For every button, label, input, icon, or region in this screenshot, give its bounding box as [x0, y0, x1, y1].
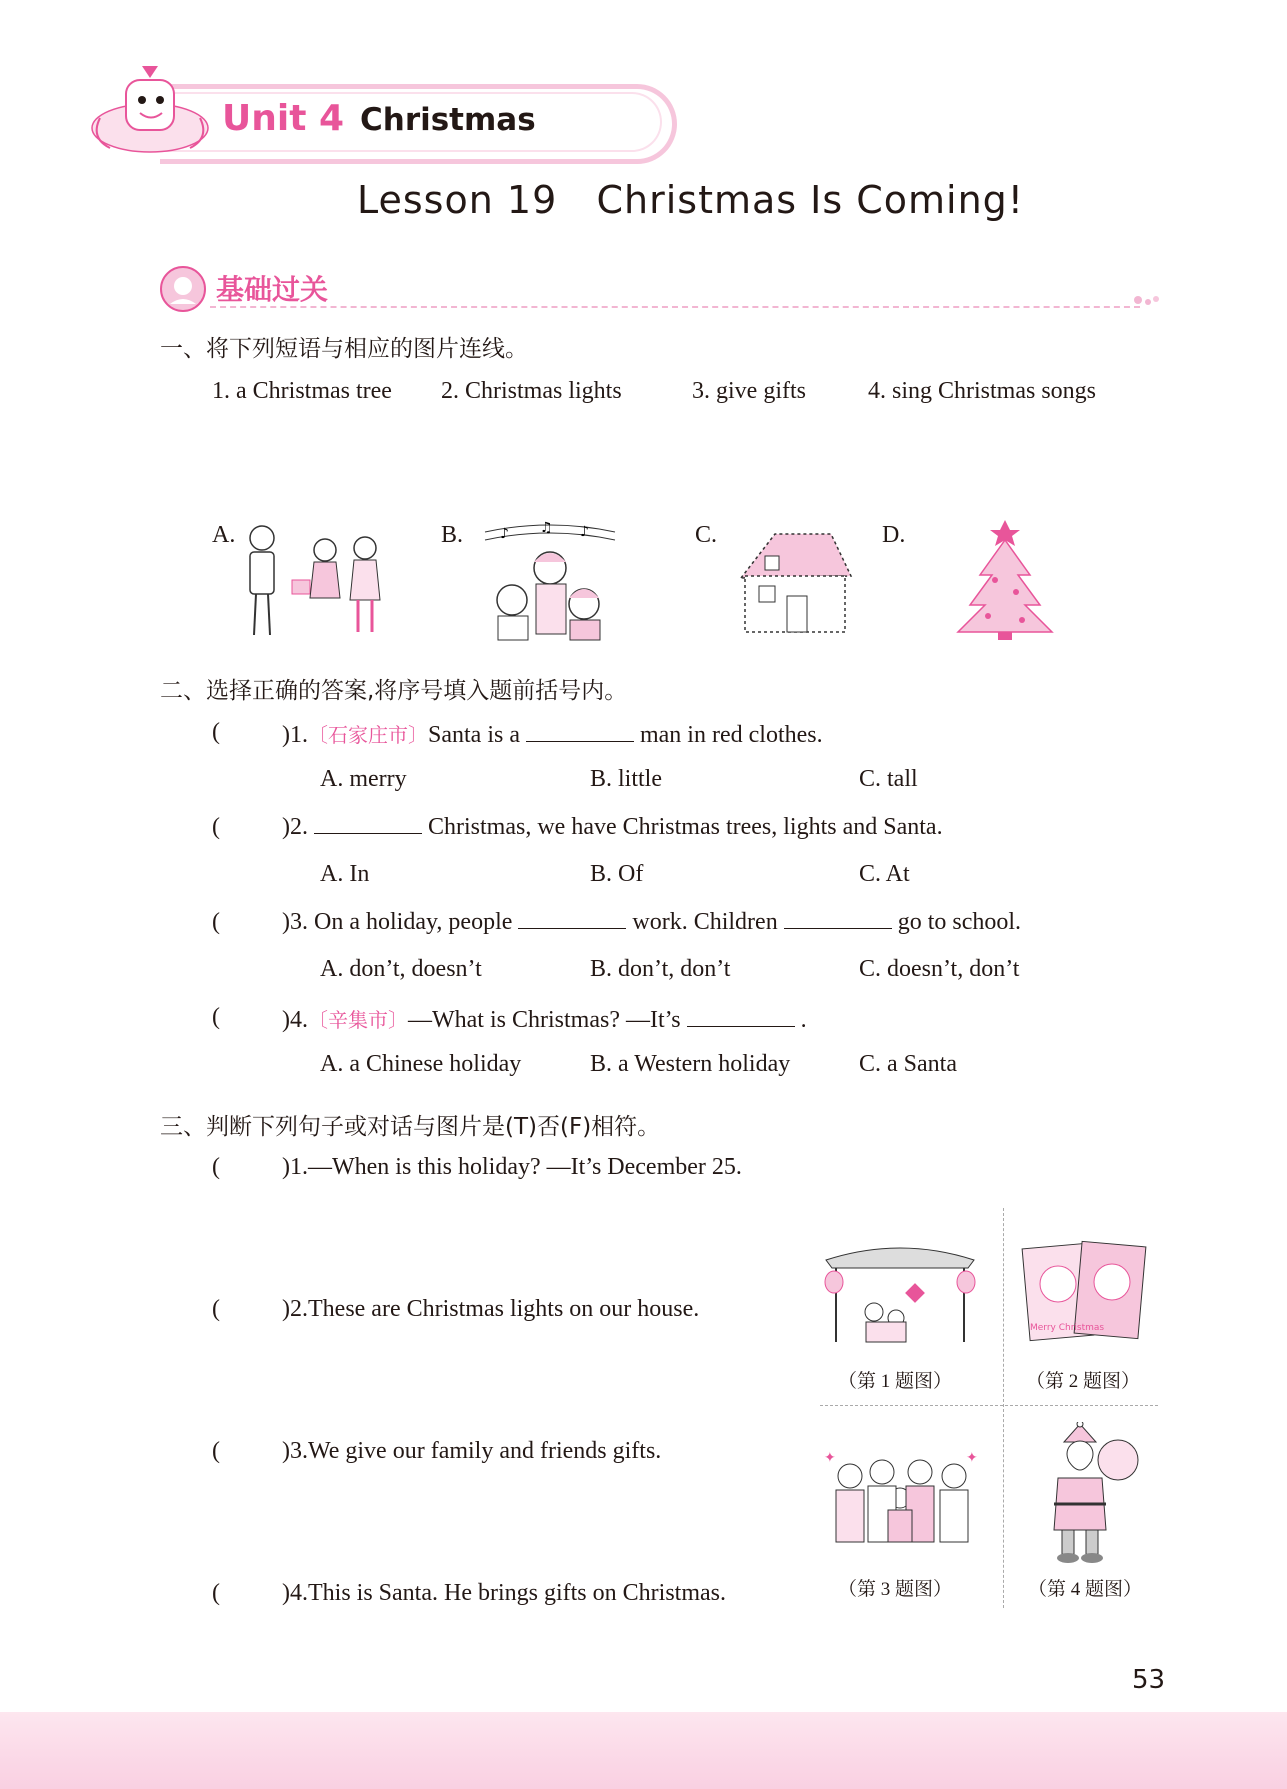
q3-caption-1: （第 1 题图）: [838, 1371, 953, 1392]
q1-phrase-3: 3. give gifts: [692, 378, 806, 404]
q3-item-3-num: )3.: [282, 1438, 308, 1464]
q2-item-1-pre: Santa is a: [428, 722, 520, 748]
q2-item-3-option-c[interactable]: C. doesn’t, don’t: [859, 956, 1020, 982]
q2-item-4-num: )4.: [282, 1007, 308, 1033]
q2-item-1-question: [282, 719, 823, 749]
q3-item-4: [282, 1580, 726, 1607]
q3-caption-4: （第 4 题图）: [1028, 1579, 1143, 1600]
kids-singing-icon: [480, 518, 620, 642]
section-badge-icon: [158, 264, 208, 314]
q3-item-2-paren: (: [212, 1296, 220, 1322]
q1-picture-label-d: D.: [882, 522, 906, 548]
q1-picture-label-a: A.: [212, 522, 236, 548]
q2-item-1-num: )1.: [282, 722, 308, 748]
christmas-tree-icon: [950, 520, 1060, 644]
q1-phrase-1: 1. a Christmas tree: [212, 378, 392, 404]
q1-picture-label-b: B.: [441, 522, 464, 548]
q3-item-1-num: )1.: [282, 1154, 308, 1180]
q2-item-1-tag: 〔石家庄市〕: [308, 725, 428, 747]
svg-text:✦: ✦: [824, 1450, 836, 1466]
q2-item-1-paren: (: [212, 719, 220, 745]
q2-item-4-option-b[interactable]: B. a Western holiday: [590, 1051, 791, 1077]
q2-item-1-option-b[interactable]: B. little: [590, 766, 662, 792]
footer-band: [0, 1712, 1287, 1789]
christmas-cards-icon: [1020, 1238, 1150, 1344]
q3-item-1: [282, 1154, 742, 1181]
q2-item-2-blank[interactable]: [314, 815, 422, 834]
q2-item-3-option-a[interactable]: A. don’t, doesn’t: [320, 956, 482, 982]
svg-text:♫: ♫: [540, 520, 553, 536]
q3-item-3-paren: (: [212, 1438, 220, 1464]
q1-phrase-4: 4. sing Christmas songs: [868, 378, 1097, 404]
q2-item-1-option-a[interactable]: A. merry: [320, 766, 407, 792]
q2-item-3-post: go to school.: [897, 909, 1022, 935]
q3-caption-2: （第 2 题图）: [1026, 1371, 1141, 1392]
house-lights-icon: [735, 526, 855, 636]
q3-item-2-num: )2.: [282, 1296, 308, 1322]
q2-item-2-paren: (: [212, 814, 220, 840]
q3-item-3: [282, 1438, 661, 1465]
q3-grid-vertical-divider: [1003, 1208, 1004, 1608]
mascot-icon: [80, 58, 220, 158]
q2-item-2-post: Christmas, we have Christmas trees, lights and Santa.: [428, 814, 943, 840]
q2-item-2-question: [282, 814, 943, 841]
section-divider: [210, 306, 1140, 308]
svg-text:♪: ♪: [580, 524, 589, 540]
q2-item-4-blank[interactable]: [687, 1008, 795, 1027]
q2-heading: 二、选择正确的答案,将序号填入题前括号内。: [160, 678, 628, 704]
q2-item-4-question: [282, 1004, 807, 1034]
q2-item-1-blank[interactable]: [526, 723, 634, 742]
q3-item-1-text: —When is this holiday? —It’s December 25.: [308, 1154, 742, 1180]
q2-item-2-option-c[interactable]: C. At: [859, 861, 910, 887]
q3-item-1-paren: (: [212, 1154, 220, 1180]
q3-heading: 三、判断下列句子或对话与图片是(T)否(F)相符。: [160, 1114, 661, 1140]
svg-text:Merry Christmas: Merry Christmas: [1030, 1323, 1105, 1333]
q2-item-1-post: man in red clothes.: [639, 722, 823, 748]
q2-item-4-option-c[interactable]: C. a Santa: [859, 1051, 957, 1077]
q2-item-4-tag: 〔辛集市〕: [308, 1010, 408, 1032]
q3-item-4-text: This is Santa. He brings gifts on Christmas.: [308, 1580, 726, 1606]
q2-item-2-num: )2.: [282, 814, 308, 840]
unit-title: Christmas: [360, 102, 536, 138]
q2-item-4-pre: —What is Christmas? —It’s: [408, 1007, 681, 1033]
q1-picture-label-c: C.: [695, 522, 718, 548]
q2-item-4-option-a[interactable]: A. a Chinese holiday: [320, 1051, 522, 1077]
svg-text:♪: ♪: [500, 526, 509, 542]
page-number: 53: [1132, 1665, 1166, 1695]
q2-item-2-option-a[interactable]: A. In: [320, 861, 370, 887]
q2-item-3-paren: (: [212, 909, 220, 935]
section-header: 基础过关: [216, 273, 329, 306]
q2-item-4-post: .: [800, 1007, 807, 1033]
q3-item-2: [282, 1296, 699, 1323]
q2-item-4-paren: (: [212, 1004, 220, 1030]
chinese-gate-icon: [822, 1238, 978, 1344]
santa-icon: [1030, 1422, 1140, 1566]
svg-text:✦: ✦: [966, 1450, 978, 1466]
grandpa-kids-gift-icon: [240, 520, 400, 640]
divider-dots-icon: [1132, 292, 1162, 312]
lesson-title: Lesson 19 Christmas Is Coming!: [357, 178, 1025, 222]
q3-item-4-num: )4.: [282, 1580, 308, 1606]
unit-label: Unit 4: [222, 98, 344, 139]
q2-item-3-mid: work. Children: [632, 909, 778, 935]
q2-item-3-num: )3.: [282, 909, 308, 935]
q2-item-3-blank-1[interactable]: [518, 910, 626, 929]
family-group-icon: [820, 1446, 984, 1546]
q2-item-1-option-c[interactable]: C. tall: [859, 766, 918, 792]
q1-heading: 一、将下列短语与相应的图片连线。: [160, 336, 528, 362]
q3-grid-horizontal-divider: [820, 1405, 1158, 1406]
q3-item-2-text: These are Christmas lights on our house.: [308, 1296, 700, 1322]
q1-phrase-2: 2. Christmas lights: [441, 378, 622, 404]
q2-item-2-option-b[interactable]: B. Of: [590, 861, 644, 887]
q2-item-3-pre: On a holiday, people: [314, 909, 513, 935]
q2-item-3-question: [282, 909, 1021, 936]
q3-item-3-text: We give our family and friends gifts.: [308, 1438, 662, 1464]
q3-caption-3: （第 3 题图）: [838, 1579, 953, 1600]
q2-item-3-option-b[interactable]: B. don’t, don’t: [590, 956, 731, 982]
q3-item-4-paren: (: [212, 1580, 220, 1606]
q2-item-3-blank-2[interactable]: [784, 910, 892, 929]
